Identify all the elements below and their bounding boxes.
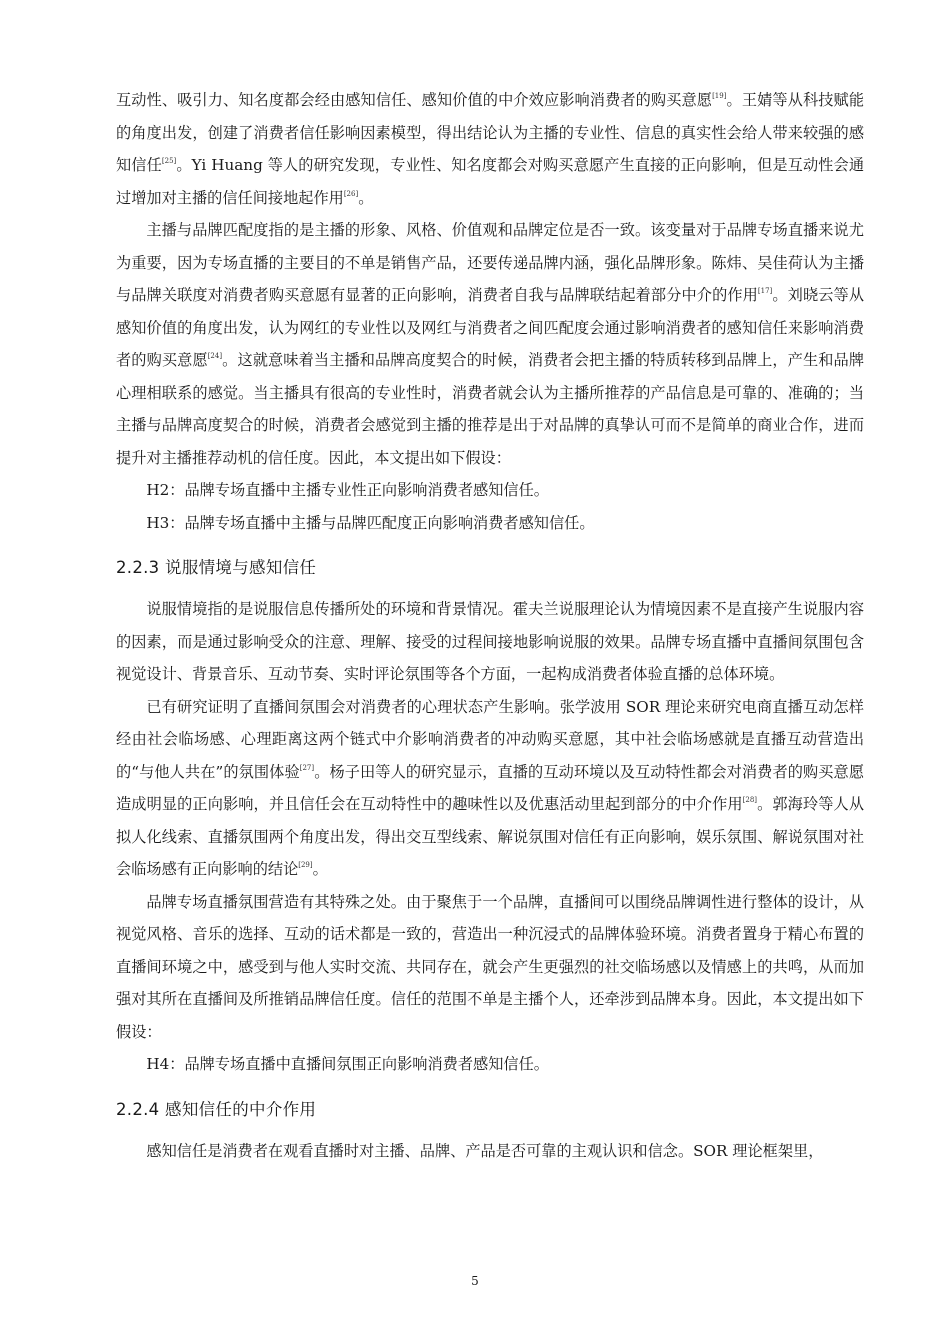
paragraph-p6	[116, 1135, 864, 1168]
hypothesis-h4	[116, 1048, 864, 1081]
body-text-block	[116, 84, 864, 539]
citation-marker: [19]	[712, 92, 727, 100]
text-run: 。杨子田等人的研究显示，直播的互动环境以及互动特性都会对消费者的购买意愿造成明显的正向影响，并且信任会在互动特性中的趣味性以及优惠活动里起到部分的中介作用	[116, 762, 865, 813]
text-run: 。Yi Huang 等人的研究发现，专业性、知名度都会对购买意愿产生直接的正向影响，但是互动性会通过增加对主播的信任间接地起作用	[116, 156, 865, 207]
page-number: 5	[471, 1274, 479, 1288]
paragraph-p3	[116, 593, 864, 691]
hypothesis-h3	[116, 507, 864, 540]
text-run: 。这就意味着当主播和品牌高度契合的时候，消费者会把主播的特质转移到品牌上，产生和品牌心理相联系的感觉。当主播具有很高的专业性时，消费者就会认为主播所推荐的产品信息是可靠的、准确的；当主播与品牌高度契合的时候，消费者会感觉到主播的推荐是出于对品牌的真挚认可而不是简单的商业合作，进而提升对主播推荐动机的信任度。因此，本文提出如下假设：	[116, 351, 865, 467]
section-heading-2-2-4: 2.2.4 感知信任的中介作用	[116, 1099, 317, 1119]
paragraph-p2	[116, 214, 864, 474]
text-run: 。	[312, 860, 328, 878]
paragraph-p1	[116, 84, 864, 214]
section-2-2-4-body	[116, 1135, 864, 1168]
text-run: 品牌专场直播氛围营造有其特殊之处。由于聚焦于一个品牌，直播间可以围绕品牌调性进行整体的设计，从视觉风格、音乐的选择、互动的话术都是一致的，营造出一种沉浸式的品牌体验环境。消费者置身于精心布置的直播间环境之中，感受到与他人实时交流、共同存在，就会产生更强烈的社交临场感以及情感上的共鸣，从而加强对其所在直播间及所推销品牌信任度。信任的范围不单是主播个人，还牵涉到品牌本身。因此，本文提出如下假设：	[116, 892, 864, 1041]
text-run: H2：品牌专场直播中主播专业性正向影响消费者感知信任。	[146, 481, 549, 499]
section-2-2-3-body	[116, 593, 864, 1081]
text-run: 。王婧等从科技赋能的角度出发，创建了消费者信任影响因素模型，得出结论认为主播的专业性、信息的真实性会给人带来较强的感知信任	[116, 91, 865, 174]
text-run: 互动性、吸引力、知名度都会经由感知信任、感知价值的中介效应影响消费者的购买意愿	[116, 91, 713, 109]
text-run: 。刘晓云等从感知价值的角度出发，认为网红的专业性以及网红与消费者之间匹配度会通过影响消费者的感知信任来影响消费者的购买意愿	[116, 286, 865, 369]
text-run: 说服情境指的是说服信息传播所处的环境和背景情况。霍夫兰说服理论认为情境因素不是直接产生说服内容的因素，而是通过影响受众的注意、理解、接受的过程间接地影响说服的效果。品牌专场直播中直播间氛围包含视觉设计、背景音乐、互动节奏、实时评论氛围等各个方面，一起构成消费者体验直播的总体环境。	[116, 600, 864, 683]
text-run: H3：品牌专场直播中主播与品牌匹配度正向影响消费者感知信任。	[146, 513, 595, 532]
citation-marker: [27]	[299, 763, 315, 772]
citation-marker: [17]	[757, 287, 773, 295]
text-run: 。郭海玲等人从拟人化线索、直播氛围两个角度出发，得出交互型线索、解说氛围对信任有正向影响，娱乐氛围、解说氛围对社会临场感有正向影响的结论	[116, 795, 865, 878]
citation-marker: [24]	[207, 352, 223, 360]
text-run: 主播与品牌匹配度指的是主播的形象、风格、价值观和品牌定位是否一致。该变量对于品牌专场直播来说尤为重要，因为专场直播的主要目的不单是销售产品，还要传递品牌内涵，强化品牌形象。陈炜、吴佳荷认为主播与品牌关联度对消费者购买意愿有显著的正向影响，消费者自我与品牌联结起着部分中介的作用	[116, 221, 864, 304]
citation-marker: [28]	[742, 796, 758, 804]
citation-marker: [29]	[298, 861, 313, 869]
section-heading-2-2-3: 2.2.3 说服情境与感知信任	[116, 558, 317, 577]
text-run: 已有研究证明了直播间氛围会对消费者的心理状态产生影响。张学波用 SOR 理论来研究电商直播互动怎样经由社会临场感、心理距离这两个链式中介影响消费者的冲动购买意愿，其中社会临场感就是直播互动营造出的“与他人共在”的氛围体验	[116, 697, 864, 781]
text-run: 感知信任是消费者在观看直播时对主播、品牌、产品是否可靠的主观认识和信念。SOR 理论框架里，	[146, 1141, 824, 1160]
paragraph-p4	[116, 691, 864, 886]
hypothesis-h2	[116, 474, 864, 507]
paragraph-p5	[116, 886, 864, 1049]
citation-marker: [26]	[343, 189, 359, 198]
text-run: 。	[358, 188, 374, 207]
text-run: H4：品牌专场直播中直播间氛围正向影响消费者感知信任。	[146, 1055, 549, 1073]
citation-marker: [25]	[161, 157, 177, 165]
